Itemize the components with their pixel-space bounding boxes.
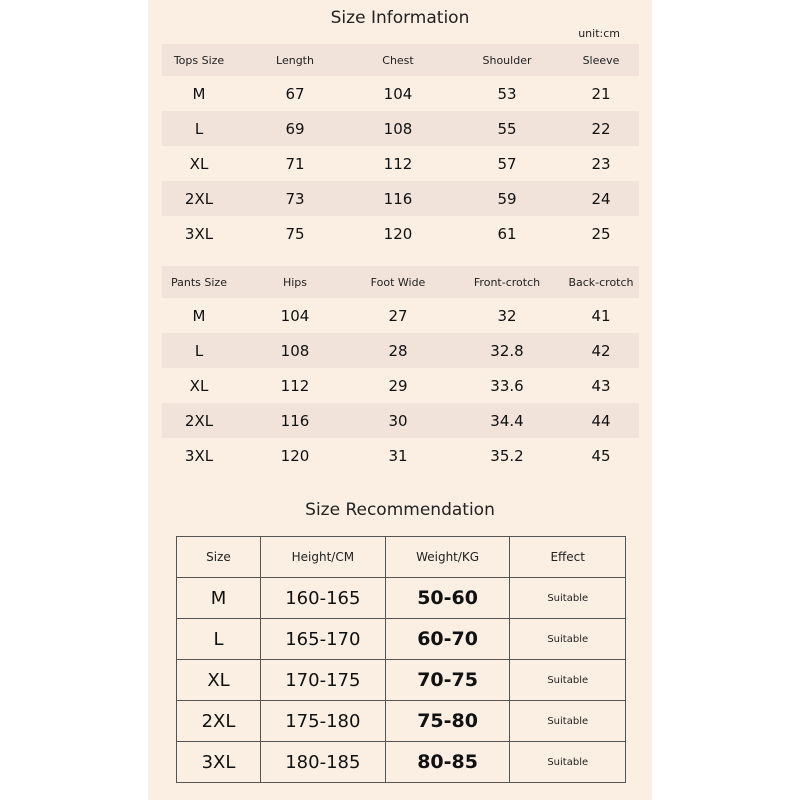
table-cell: 112 (383, 154, 413, 173)
table-cell: 33.6 (490, 376, 524, 395)
table-cell: 170-175 (260, 660, 385, 701)
table-cell: 2XL (184, 189, 214, 208)
table-cell: 180-185 (260, 742, 385, 783)
table-cell: XL (189, 376, 209, 395)
table-cell: 59 (497, 189, 517, 208)
table-cell: 104 (280, 306, 310, 325)
table-cell: L (194, 341, 204, 360)
table-cell: 29 (388, 376, 408, 395)
table-row (162, 76, 639, 111)
table-row (177, 578, 626, 619)
size-recommendation-title: Size Recommendation (305, 500, 495, 520)
rec-header-size: Size (177, 537, 261, 578)
table-cell: 41 (591, 306, 611, 325)
table-cell: M (177, 578, 261, 619)
table-cell: 69 (285, 119, 305, 138)
table-cell: 120 (383, 224, 413, 243)
table-cell: 23 (591, 154, 611, 173)
table-cell: 120 (280, 446, 310, 465)
table-cell: XL (189, 154, 209, 173)
table-cell: 44 (591, 411, 611, 430)
table-cell: Suitable (510, 660, 626, 701)
table-cell: 55 (497, 119, 517, 138)
table-cell: 104 (383, 84, 413, 103)
table-cell: 24 (591, 189, 611, 208)
pants-header-back-crotch: Back-crotch (568, 275, 634, 289)
table-cell: 34.4 (490, 411, 524, 430)
table-cell: L (194, 119, 204, 138)
table-cell: 2XL (177, 701, 261, 742)
table-row (162, 368, 639, 403)
pants-header-hips: Hips (282, 275, 308, 289)
table-cell: 116 (280, 411, 310, 430)
table-cell: 67 (285, 84, 305, 103)
pants-header-size: Pants Size (171, 275, 227, 289)
table-cell: M (192, 84, 206, 103)
table-cell: 112 (280, 376, 310, 395)
table-cell: M (192, 306, 206, 325)
table-cell: 32 (497, 306, 517, 325)
unit-label: unit:cm (578, 27, 620, 40)
table-cell: XL (177, 660, 261, 701)
rec-header-weight: Weight/KG (385, 537, 510, 578)
size-chart-card (148, 0, 652, 800)
table-cell: 35.2 (490, 446, 524, 465)
table-cell: 22 (591, 119, 611, 138)
table-cell: 80-85 (385, 742, 510, 783)
table-cell: 108 (383, 119, 413, 138)
rec-header-effect: Effect (510, 537, 626, 578)
table-cell: 75 (285, 224, 305, 243)
table-cell: 108 (280, 341, 310, 360)
table-row (162, 111, 639, 146)
table-cell: 28 (388, 341, 408, 360)
size-recommendation-table (176, 536, 626, 783)
table-cell: 165-170 (260, 619, 385, 660)
table-cell: 71 (285, 154, 305, 173)
table-row (162, 298, 639, 333)
table-cell: Suitable (510, 701, 626, 742)
table-cell: 75-80 (385, 701, 510, 742)
table-row (177, 701, 626, 742)
table-cell: 21 (591, 84, 611, 103)
pants-size-table (162, 266, 639, 473)
tops-size-table (162, 44, 639, 251)
table-cell: 30 (388, 411, 408, 430)
table-row (162, 181, 639, 216)
table-cell: 61 (497, 224, 517, 243)
tops-header-size: Tops Size (173, 53, 225, 67)
recommendation-header-row (177, 537, 626, 578)
tops-header-chest: Chest (382, 53, 414, 67)
table-cell: 43 (591, 376, 611, 395)
table-cell: 25 (591, 224, 611, 243)
rec-header-height: Height/CM (260, 537, 385, 578)
table-cell: 53 (497, 84, 517, 103)
table-cell: Suitable (510, 742, 626, 783)
table-row (162, 216, 639, 251)
table-row (177, 619, 626, 660)
table-cell: 70-75 (385, 660, 510, 701)
table-cell: 3XL (184, 224, 214, 243)
pants-header-row (162, 266, 639, 298)
table-row (162, 146, 639, 181)
table-cell: Suitable (510, 619, 626, 660)
tops-header-sleeve: Sleeve (582, 53, 620, 67)
table-cell: 50-60 (385, 578, 510, 619)
table-cell: 42 (591, 341, 611, 360)
table-cell: 31 (388, 446, 408, 465)
size-information-title: Size Information (330, 8, 470, 28)
table-cell: 175-180 (260, 701, 385, 742)
table-row (177, 660, 626, 701)
table-row (177, 742, 626, 783)
pants-header-foot-wide: Foot Wide (370, 275, 426, 289)
table-cell: 32.8 (490, 341, 524, 360)
tops-header-row (162, 44, 639, 76)
table-cell: 160-165 (260, 578, 385, 619)
table-row (162, 333, 639, 368)
table-cell: L (177, 619, 261, 660)
table-cell: Suitable (510, 578, 626, 619)
tops-header-length: Length (276, 53, 314, 67)
tops-header-shoulder: Shoulder (482, 53, 532, 67)
pants-header-front-crotch: Front-crotch (473, 275, 541, 289)
table-cell: 116 (383, 189, 413, 208)
table-row (162, 438, 639, 473)
table-cell: 27 (388, 306, 408, 325)
table-row (162, 403, 639, 438)
table-cell: 73 (285, 189, 305, 208)
table-cell: 3XL (177, 742, 261, 783)
table-cell: 2XL (184, 411, 214, 430)
table-cell: 3XL (184, 446, 214, 465)
table-cell: 60-70 (385, 619, 510, 660)
table-cell: 57 (497, 154, 517, 173)
table-cell: 45 (591, 446, 611, 465)
